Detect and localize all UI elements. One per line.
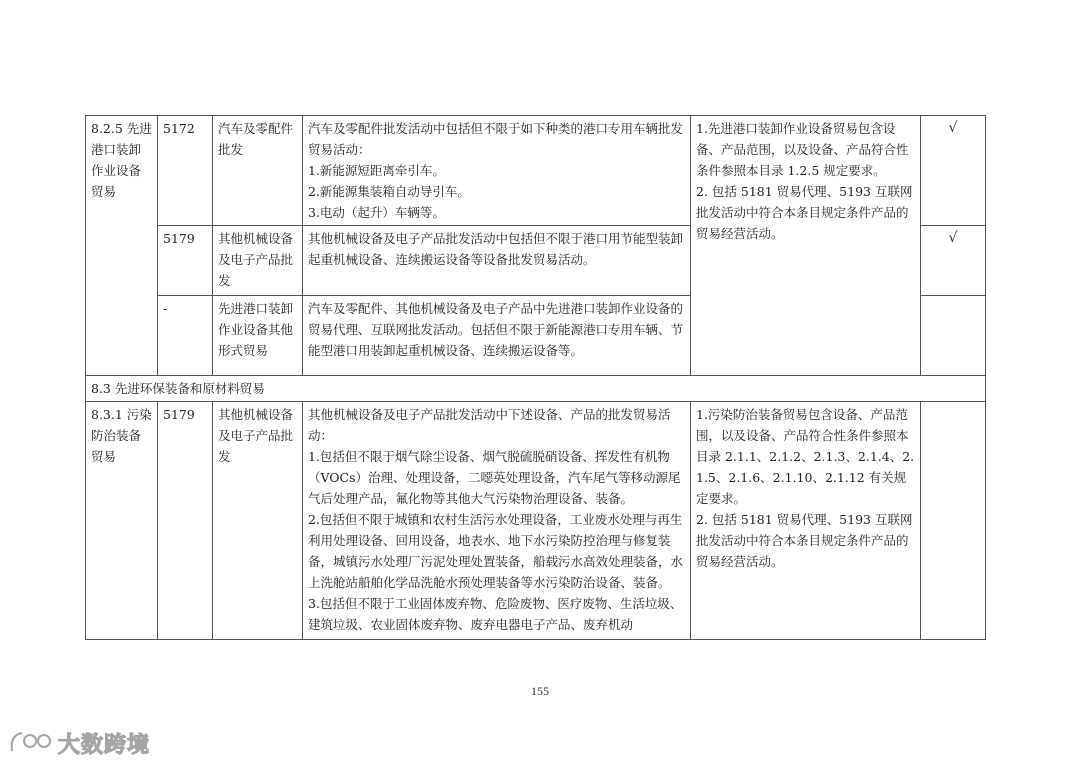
table-row (86, 402, 986, 640)
code-cell: 5179 (158, 226, 213, 296)
condition-cell: 1.先进港口装卸作业设备贸易包含设备、产品范围，以及设备、产品符合性条件参照本目录 1.2.5 规定要求。 2. 包括 5181 贸易代理、5193 互联网批发活动中符合本条目规定条件产品的贸易经营活动。 (691, 116, 921, 376)
watermark (8, 728, 150, 758)
catalog-table (85, 115, 986, 640)
check-mark: √ (921, 226, 986, 296)
section-cell: 8.2.5 先进港口装卸作业设备贸易 (86, 116, 158, 376)
category-cell: 先进港口装卸作业设备其他形式贸易 (213, 296, 303, 376)
category-cell: 其他机械设备及电子产品批发 (213, 402, 303, 640)
empty-cell (921, 296, 986, 376)
category-cell: 其他机械设备及电子产品批发 (213, 226, 303, 296)
code-cell: - (158, 296, 213, 376)
empty-cell (921, 402, 986, 640)
section-row (86, 376, 986, 402)
category-cell: 汽车及零配件批发 (213, 116, 303, 226)
description-cell: 其他机械设备及电子产品批发活动中包括但不限于港口用节能型装卸起重机械设备、连续搬运设备等设备批发贸易活动。 (303, 226, 691, 296)
code-cell: 5179 (158, 402, 213, 640)
description-cell: 汽车及零配件批发活动中包括但不限于如下种类的港口专用车辆批发贸易活动： 1.新能源短距离牵引车。 2.新能源集装箱自动导引车。 3.电动（起升）车辆等。 (303, 116, 691, 226)
watermark-text: 大数跨境 (58, 732, 151, 758)
logo-icon (8, 729, 54, 757)
condition-cell: 1.污染防治装备贸易包含设备、产品范围，以及设备、产品符合性条件参照本目录 2.1.1、2.1.2、2.1.3、2.1.4、2.1.5、2.1.6、2.1.10、2.1.12 有关规定要求。 2. 包括 5181 贸易代理、5193 互联网批发活动中符合本条目规定条件产品的贸易经营活动。 (691, 402, 921, 640)
code-cell: 5172 (158, 116, 213, 226)
description-cell: 其他机械设备及电子产品批发活动中下述设备、产品的批发贸易活动： 1.包括但不限于烟气除尘设备、烟气脱硫脱硝设备、挥发性有机物（VOCs）治理、处理设备，二噁英处理设备，汽车尾气等移动源尾气后处理产品，氟化物等其他大气污染物治理设备、装备。 2.包括但不限于城镇和农村生活污水处理设备，工业废水处理与再生利用处理设备、回用设备，地表水、地下水污染防控治理与修复装备，城镇污水处理厂污泥处理处置装备，船载污水高效处理装备，水上洗舱站船舶化学品洗舱水预处理装备等水污染防治设备、装备。 3.包括但不限于工业固体废弃物、危险废物、医疗废物、生活垃圾、建筑垃圾、农业固体废弃物、废弃电器电子产品、废弃机动 (303, 402, 691, 640)
table-row (86, 116, 986, 226)
page-number: 155 (531, 684, 549, 698)
section-heading: 8.3 先进环保装备和原材料贸易 (86, 376, 986, 402)
description-cell: 汽车及零配件、其他机械设备及电子产品中先进港口装卸作业设备的贸易代理、互联网批发活动。包括但不限于新能源港口专用车辆、节能型港口用装卸起重机械设备、连续搬运设备等。 (303, 296, 691, 376)
section-cell: 8.3.1 污染防治装备贸易 (86, 402, 158, 640)
check-mark: √ (921, 116, 986, 226)
